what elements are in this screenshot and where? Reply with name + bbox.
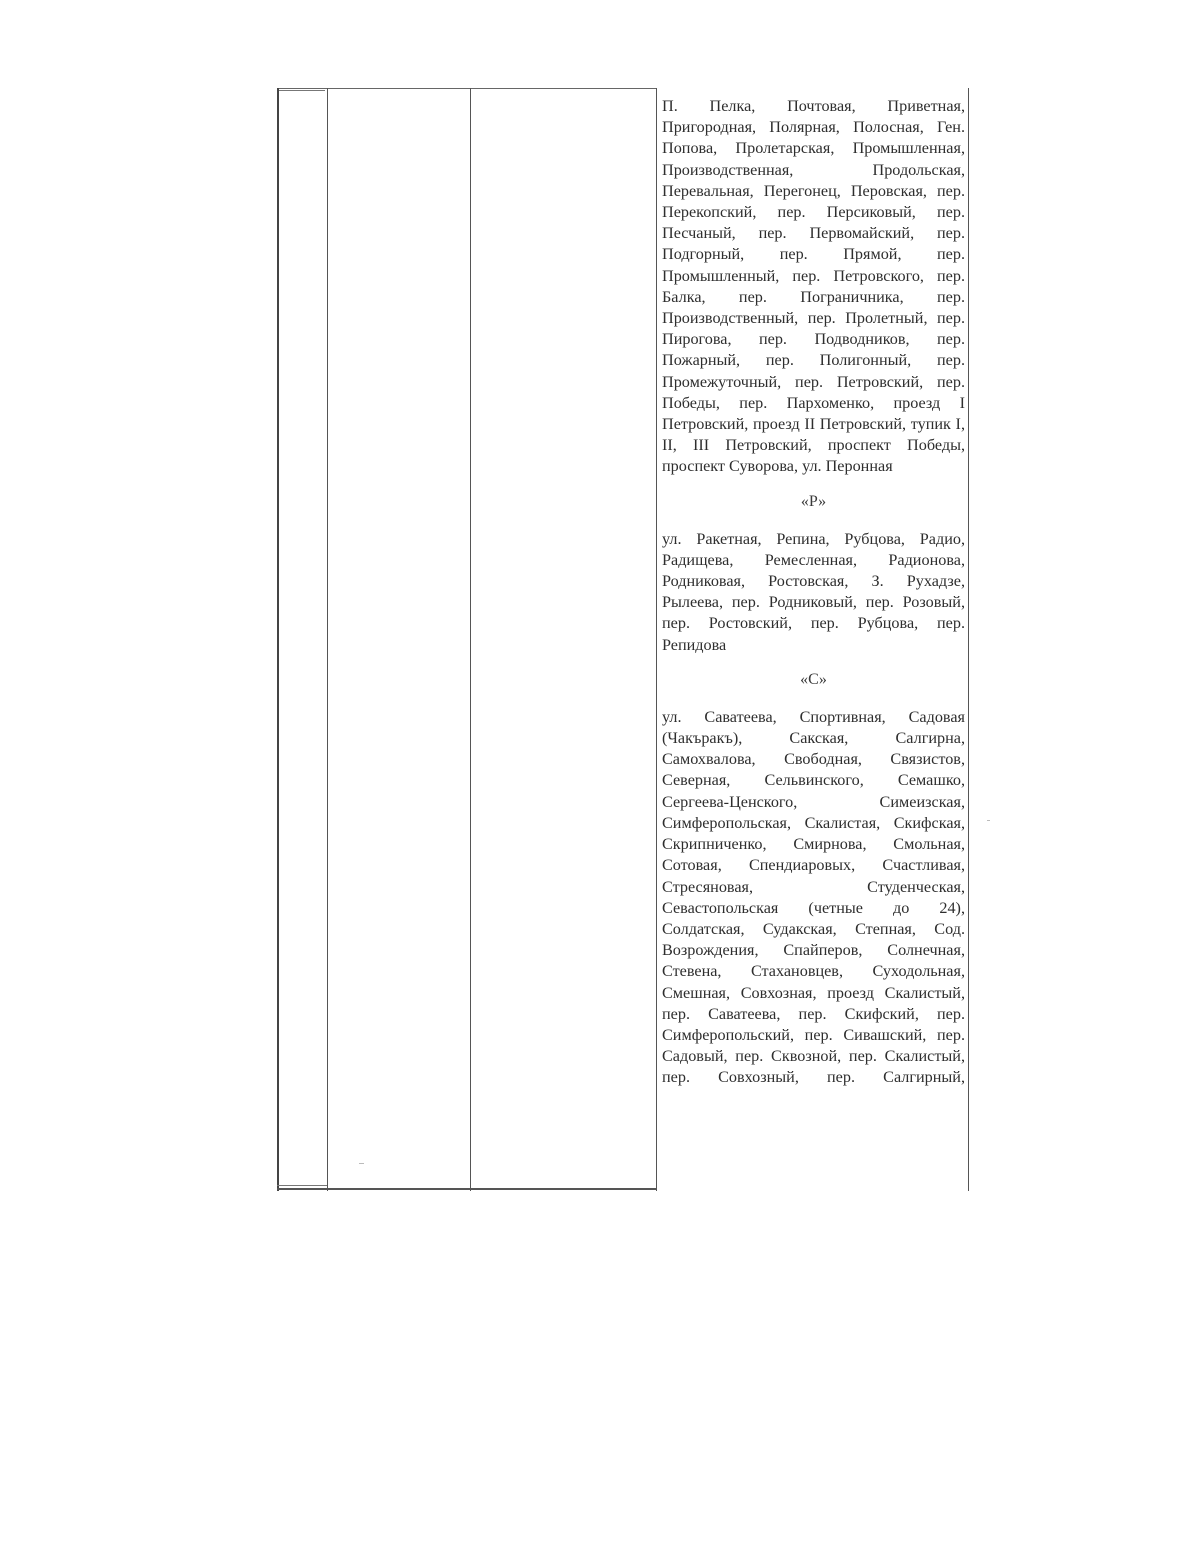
scan-speck — [359, 1163, 364, 1164]
column-border-4 — [656, 88, 657, 1191]
scan-speck — [987, 820, 990, 821]
street-list-s-section: ул. Саватеева, Спортивная, Садовая (Чакъракъ), Сакская, Салгирна, Самохвалова, Свободная, Связистов, Северная, Сельвинского, Семашко, Сергеева-Ценского, Симеизская, Симферопольская, Скалистая, Скифская, Скрипниченко, Смирнова, Смольная, Сотовая, Спендиаровых, Счастливая, Стресяновая, Студенческая, Севастопольская (четные до 24), Солдатская, Судакская, Степная, Сод. Возрождения, Спайперов, Солнечная, Стевена, Стахановцев, Суходольная, Смешная, Совхозная, проезд Скалистый, пер. Саватеева, пер. Скифский, пер. Симферопольский, пер. Сивашский, пер. Садовый, пер. Сквозной, пер. Скалистый, пер. Совхозный, пер. Салгирный, — [662, 707, 965, 1087]
table-top-border-inner — [277, 90, 325, 91]
table-bottom-border-inner — [277, 1185, 327, 1186]
table-top-border — [277, 88, 656, 89]
column-border-2 — [327, 88, 328, 1191]
column-border-3 — [470, 88, 471, 1191]
section-letter-r: «Р» — [800, 492, 827, 510]
column-border-5 — [968, 88, 969, 1191]
street-list-p-section: П. Пелка, Почтовая, Приветная, Пригородная, Полярная, Полосная, Ген. Попова, Пролетарская, Промышленная, Производственная, Продольская, Перевальная, Перегонец, Перовская, пер. Перекопский, пер. Персиковый, пер. Песчаный, пер. Первомайский, пер. Подгорный, пер. Прямой, пер. Промышленный, пер. Петровского, пер. Балка, пер. Пограничника, пер. Производственный, пер. Пролетный, пер. Пирогова, пер. Подводников, пер. Пожарный, пер. Полигонный, пер. Промежуточный, пер. Петровский, пер. Победы, пер. Пархоменко, проезд I Петровский, проезд II Петровский, тупик I, II, III Петровский, проспект Победы, проспект Суворова, ул. Перонная — [662, 97, 965, 476]
table-bottom-border — [277, 1188, 656, 1190]
column-border-1 — [277, 88, 279, 1191]
section-letter-s: «С» — [800, 670, 827, 688]
street-list-r-section: ул. Ракетная, Репина, Рубцова, Радио, Радищева, Ремесленная, Радионова, Родниковая, Ростовская, З. Рухадзе, Рылеева, пер. Родниковый, пер. Розовый, пер. Ростовский, пер. Рубцова, пер. Репидова — [662, 529, 965, 654]
street-list-column — [662, 96, 965, 1089]
